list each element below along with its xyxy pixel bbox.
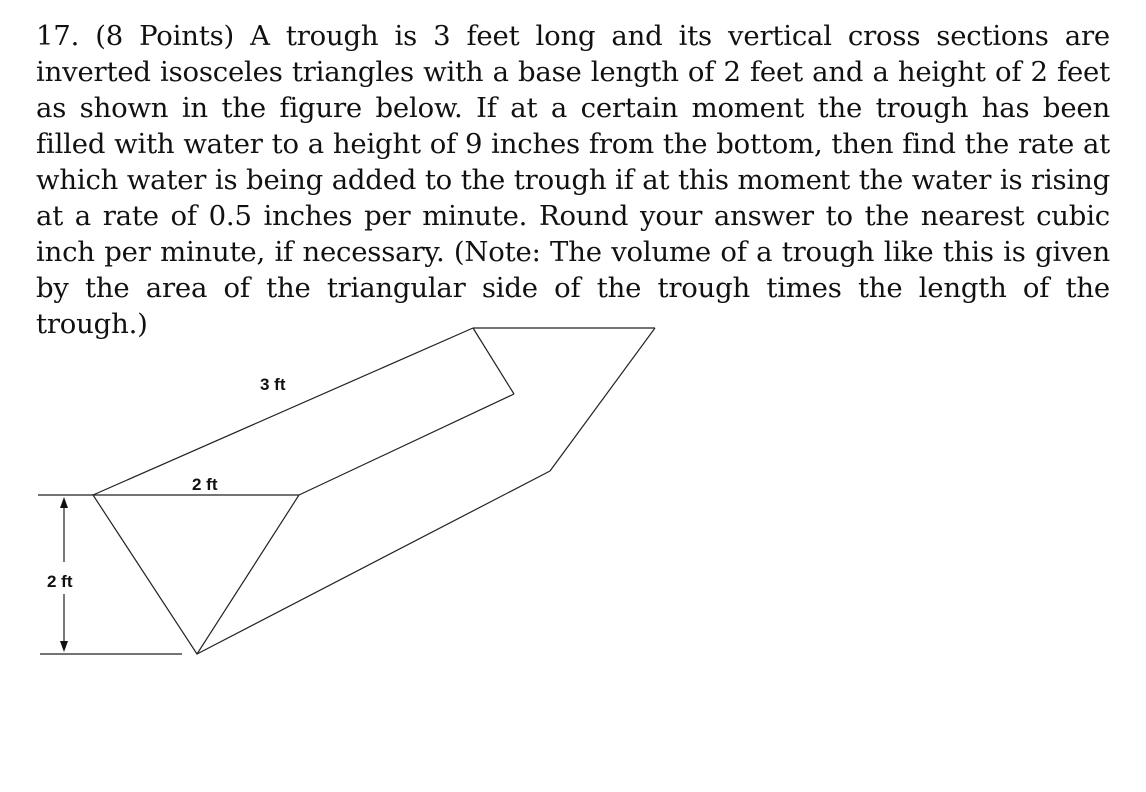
front-triangle-face — [93, 495, 299, 654]
bottom-ridge-edge — [197, 471, 550, 654]
inner-top-edge — [299, 394, 514, 495]
height-label: 2 ft — [47, 572, 73, 591]
arrow-up-icon — [60, 497, 68, 508]
back-face-edge — [473, 328, 514, 394]
top-left-edge — [93, 328, 473, 495]
length-label: 3 ft — [260, 375, 286, 394]
back-right-edge — [550, 328, 655, 471]
problem-statement: 17. (8 Points) A trough is 3 feet long and its vertical cross sections are inverted isosceles triangles with a base length of 2 feet and a height of 2 feet as shown in the figure below. If at a certain moment the trough has been filled with water to a height of 9 inches from the bottom, then find the rate at which water is being added to the trough if at this moment the water is rising at a rate of 0.5 inches per minute. Round your answer to the nearest cubic inch per minute, if necessary. (Note: The volume of a trough like this is given by the area of the triangular side of the trough times the length of the trough.) — [36, 20, 1110, 340]
base-label: 2 ft — [192, 475, 218, 494]
arrow-down-icon — [60, 641, 68, 652]
